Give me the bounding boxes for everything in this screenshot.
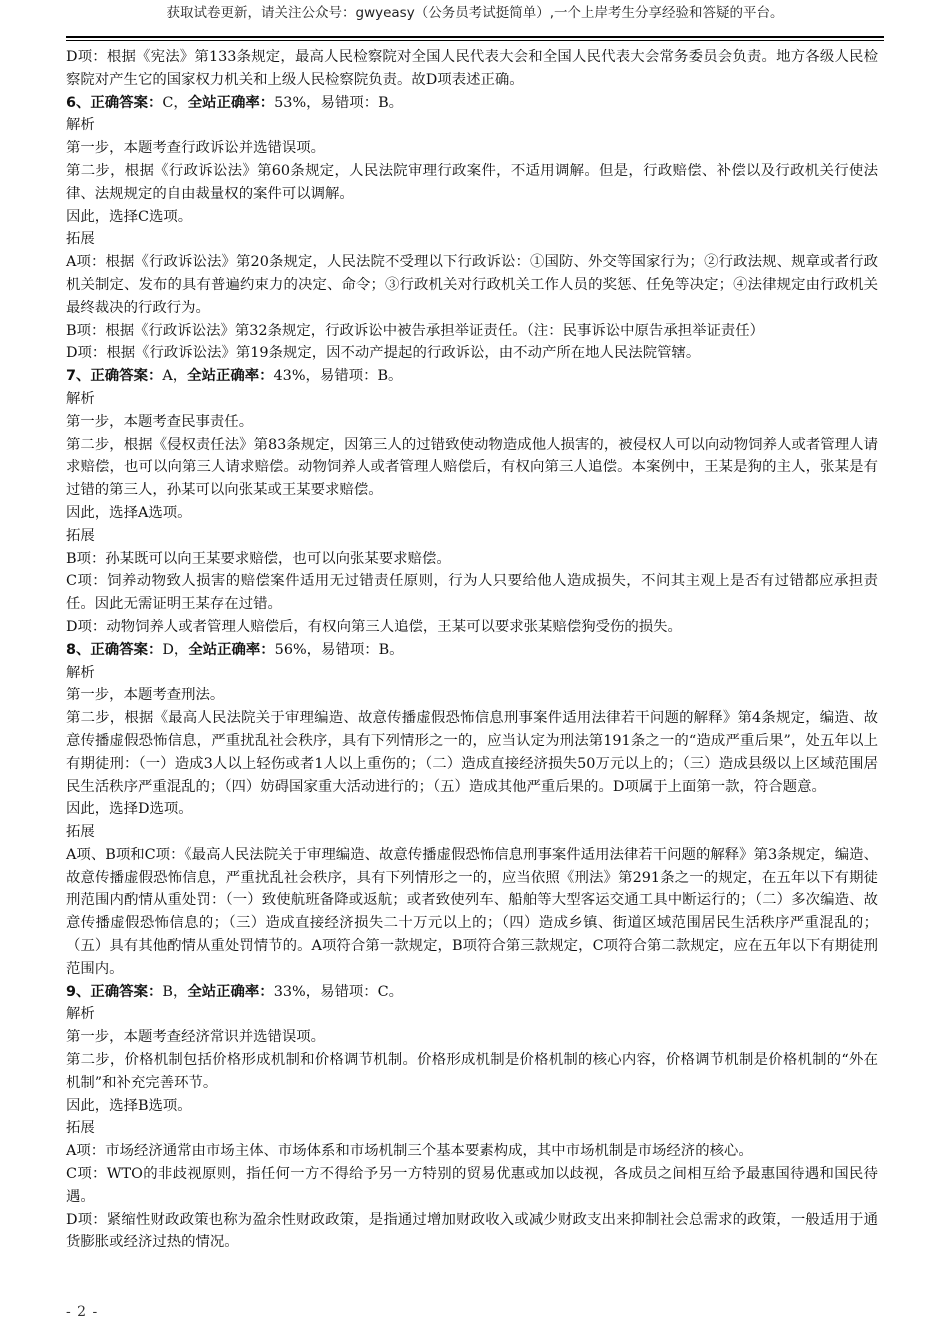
answer-value: C， xyxy=(162,94,188,111)
extension-paragraph: A项、B项和C项：《最高人民法院关于审理编造、故意传播虚假恐怖信息刑事案件适用法律若干问题的解释》第3条规定，编造、故意传播虚假恐怖信息，严重扰乱社会秩序，具有下列情形之一的，应当依照《刑法》第291条之一的规定，在五年以下有期徒刑范围内酌情从重处罚：（一）致使航班备降或返航；或者致使列车、船舶等大型客运交通工具中断运行的；（二）多次编造、故意传播虚假恐怖信息的；（三）造成直接经济损失二十万元以上的；（四）造成乡镇、街道区域范围居民生活秩序严重混乱的；（五）具有其他酌情从重处罚情节的。A项符合第一款规定，B项符合第三款规定，C项符合第二款规定，应在五年以下有期徒刑范围内。 xyxy=(66,846,878,977)
extension-paragraph: D项：动物饲养人或者管理人赔偿后，有权向第三人追偿，王某可以要求张某赔偿狗受伤的损失。 xyxy=(66,618,682,635)
accuracy-label: 全站正确率： xyxy=(188,641,275,658)
extension-paragraph: C项：WTO的非歧视原则，指任何一方不得给予另一方特别的贸易优惠或加以歧视，各成员之间相互给予最惠国待遇和国民待遇。 xyxy=(66,1166,878,1205)
analysis-paragraph: 因此，选择C选项。 xyxy=(66,208,193,225)
extension-heading: 拓展 xyxy=(66,1120,95,1137)
analysis-paragraph: 因此，选择D选项。 xyxy=(66,801,193,818)
accuracy-value: 56%，易错项：B。 xyxy=(274,641,404,658)
answer-label: 正确答案： xyxy=(90,641,163,658)
extension-paragraph: D项：根据《行政诉讼法》第19条规定，因不动产提起的行政诉讼，由不动产所在地人民法院管辖。 xyxy=(66,345,701,362)
question-block xyxy=(66,365,878,639)
analysis-paragraph: 第二步，价格机制包括价格形成机制和价格调节机制。价格形成机制是价格机制的核心内容，价格调节机制是价格机制的“外在机制”和补充完善环节。 xyxy=(66,1052,878,1091)
question-list xyxy=(66,92,878,1255)
document-body xyxy=(66,46,878,1254)
analysis-paragraph: 第一步，本题考查刑法。 xyxy=(66,687,225,704)
extension-heading: 拓展 xyxy=(66,824,95,841)
page-header: 获取试卷更新，请关注公众号：gwyeasy（公务员考试挺简单）,一个上岸考生分享经验和答疑的平台。 xyxy=(166,5,784,21)
answer-line xyxy=(66,639,878,662)
header-rule-thin xyxy=(66,40,884,41)
header-rule-thick xyxy=(66,36,884,38)
extension-paragraph: B项：根据《行政诉讼法》第32条规定，行政诉讼中被告承担举证责任。（注：民事诉讼中原告承担举证责任） xyxy=(66,322,765,339)
analysis-paragraph: 因此，选择A选项。 xyxy=(66,504,192,521)
answer-line xyxy=(66,92,878,115)
analysis-paragraph: 第二步，根据《最高人民法院关于审理编造、故意传播虚假恐怖信息刑事案件适用法律若干问题的解释》第4条规定，编造、故意传播虚假恐怖信息，严重扰乱社会秩序，具有下列情形之一的，应当认定为刑法第191条之一的“造成严重后果”，处五年以上有期徒刑：（一）造成3人以上轻伤或者1人以上重伤的；（二）造成直接经济损失50万元以上的；（三）造成县级以上区域范围居民生活秩序严重混乱的；（四）妨碍国家重大活动进行的；（五）造成其他严重后果的。D项属于上面第一款，符合题意。 xyxy=(66,710,878,795)
question-block xyxy=(66,92,878,366)
extension-paragraph: D项：紧缩性财政政策也称为盈余性财政政策，是指通过增加财政收入或减少财政支出来抑制社会总需求的政策，一般适用于通货膨胀或经济过热的情况。 xyxy=(66,1211,878,1251)
answer-value: A， xyxy=(162,368,188,385)
answer-label: 正确答案： xyxy=(90,368,163,385)
analysis-paragraph: 第二步，根据《行政诉讼法》第60条规定，人民法院审理行政案件，不适用调解。但是，行政赔偿、补偿以及行政机关行使法律、法规规定的自由裁量权的案件可以调解。 xyxy=(66,162,878,202)
extension-paragraph: A项：市场经济通常由市场主体、市场体系和市场机制三个基本要素构成，其中市场机制是市场经济的核心。 xyxy=(66,1143,753,1160)
question-block xyxy=(66,639,878,981)
analysis-paragraph: 第一步，本题考查行政诉讼并选错误项。 xyxy=(66,140,326,157)
accuracy-value: 43%，易错项：B。 xyxy=(273,368,403,385)
analysis-heading: 解析 xyxy=(66,390,95,407)
question-number: 8、 xyxy=(66,641,91,658)
accuracy-label: 全站正确率： xyxy=(187,983,274,1000)
analysis-heading: 解析 xyxy=(66,664,95,681)
extension-paragraph: C项：饲养动物致人损害的赔偿案件适用无过错责任原则，行为人只要给他人造成损失，不问其主观上是否有过错都应承担责任。因此无需证明王某存在过错。 xyxy=(66,573,878,613)
accuracy-label: 全站正确率： xyxy=(187,94,275,111)
question-number: 6、 xyxy=(66,94,91,111)
answer-label: 正确答案： xyxy=(90,94,163,111)
analysis-heading: 解析 xyxy=(66,117,95,134)
analysis-paragraph: 因此，选择B选项。 xyxy=(66,1097,192,1114)
extension-paragraph: B项：孙某既可以向王某要求赔偿，也可以向张某要求赔偿。 xyxy=(66,550,451,567)
answer-line xyxy=(66,981,878,1004)
answer-line xyxy=(66,365,878,388)
answer-value: B， xyxy=(162,983,188,1000)
accuracy-label: 全站正确率： xyxy=(187,368,274,385)
analysis-paragraph: 第一步，本题考查民事责任。 xyxy=(66,413,254,430)
extension-paragraph: A项：根据《行政诉讼法》第20条规定，人民法院不受理以下行政诉讼：①国防、外交等国家行为；②行政法规、规章或者行政机关制定、发布的具有普遍约束力的决定、命令；③行政机关对行政机关工作人员的奖惩、任免等决定；④法律规定由行政机关最终裁决的行政行为。 xyxy=(66,254,878,316)
accuracy-value: 53%，易错项：B。 xyxy=(274,94,404,111)
extension-heading: 拓展 xyxy=(66,231,95,248)
question-number: 9、 xyxy=(66,983,91,1000)
answer-label: 正确答案： xyxy=(90,983,163,1000)
question-block xyxy=(66,981,878,1255)
question-number: 7、 xyxy=(66,368,91,385)
accuracy-value: 33%，易错项：C。 xyxy=(273,983,404,1000)
analysis-heading: 解析 xyxy=(66,1006,95,1023)
extension-heading: 拓展 xyxy=(66,527,95,544)
page-number: - 2 - xyxy=(66,1304,99,1320)
analysis-paragraph: 第二步，根据《侵权责任法》第83条规定，因第三人的过错致使动物造成他人损害的，被侵权人可以向动物饲养人或者管理人请求赔偿，也可以向第三人请求赔偿。动物饲养人或者管理人赔偿后，有权向第三人追偿。本案例中，王某是狗的主人，张某是有过错的第三人，孙某可以向张某或王某要求赔偿。 xyxy=(66,436,878,499)
intro-paragraph: D项：根据《宪法》第133条规定，最高人民检察院对全国人民代表大会和全国人民代表大会常务委员会负责。地方各级人民检察院对产生它的国家权力机关和上级人民检察院负责。故D项表述正确。 xyxy=(66,49,878,88)
answer-value: D， xyxy=(162,641,189,658)
analysis-paragraph: 第一步，本题考查经济常识并选错误项。 xyxy=(66,1029,326,1046)
